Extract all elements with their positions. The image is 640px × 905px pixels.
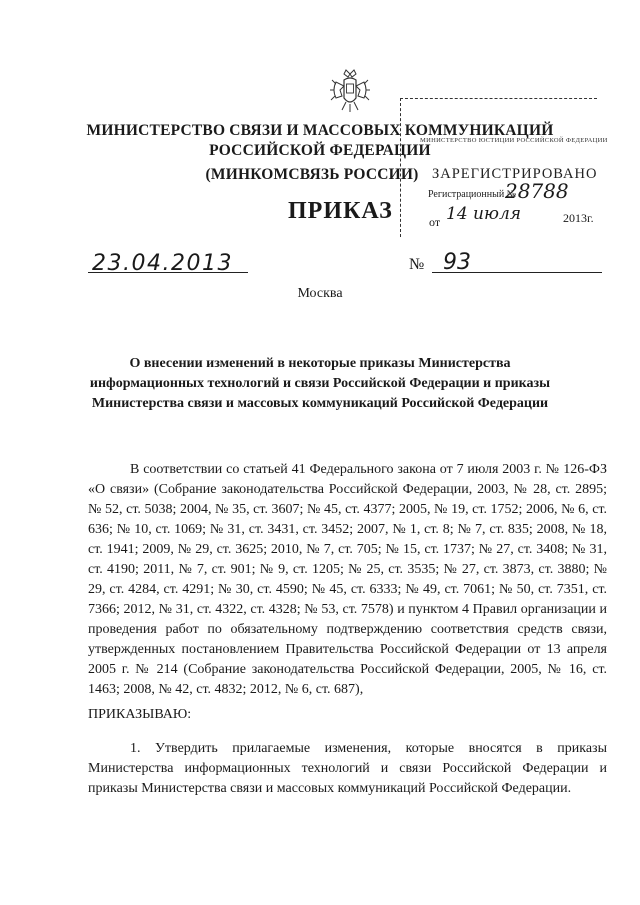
document-date: 23.04.2013 [92,251,233,276]
stamp-reg-number: 28788 [505,179,569,203]
stamp-authority: МИНИСТЕРСТВО ЮСТИЦИИ РОССИЙСКОЙ ФЕДЕРАЦИИ [420,137,608,144]
stamp-date: 14 июля [446,204,522,224]
clause-1: 1. Утвердить прилагаемые изменения, которые вносятся в приказы Министерства информационных технологий и связи Российской Федерации и приказы Министерства связи и массовых коммуникаций Российской Федерации. [88,741,607,796]
stamp-title: ЗАРЕГИСТРИРОВАНО [432,166,598,182]
decree-word: ПРИКАЗЫВАЮ: [88,707,192,722]
stamp-reg-label: Регистрационный № [428,189,517,200]
number-underline [432,272,602,273]
city: Москва [297,286,343,301]
ministry-name-line2: РОССИЙСКОЙ ФЕДЕРАЦИИ [209,142,431,159]
stamp-year: 2013г. [563,211,594,225]
preamble-paragraph: В соответствии со статьей 41 Федерального закона от 7 июля 2003 г. № 126-ФЗ «О связи» (Собрание законодательства Российской Федерации, 2003, № 28, ст. 2895; № 52, ст. 5038; 2004, № 35, ст. 3607; № 45, ст. 4377; 2005, № 19, ст. 1752; 2006, № 6, ст. 636; № 10, ст. 1069; № 31, ст. 3431, ст. 3452; 2007, № 1, ст. 8; № 7, ст. 835; 2008, № 18, ст. 1941; 2009, № 29, ст. 3625; 2010, № 7, ст. 705; № 15, ст. 1737; № 27, ст. 3408; № 31, ст. 4190; 2011, № 7, ст. 901; № 9, ст. 1205; № 25, ст. 3535; № 27, ст. 3873, ст. 3880; № 29, ст. 4284, ст. 4291; № 30, ст. 4590; № 45, ст. 6333; № 49, ст. 7061; № 50, ст. 7351, ст. 7366; 2012, № 31, ст. 4322, ст. 4328; № 53, ст. 7578) и пунктом 4 Правил организации и проведения работ по обязательному подтверждению соответствия средств связи, утвержденных постановлением Правительства Российской Федерации от 13 апреля 2005 г. № 214 (Собрание законодательства Российской Федерации, 2005, № 16, ст. 1463; 2008, № 42, ст. 4832; 2012, № 6, ст. 687), [88,462,607,697]
number-sign: № [409,256,425,273]
ministry-short-name: (МИНКОМСВЯЗЬ РОССИИ) [205,166,419,183]
date-underline [88,272,248,273]
document-heading: О внесении изменений в некоторые приказы Министерства информационных технологий и связи Российской Федерации и приказы Министерства связи и массовых коммуникаций Российской Федерации [89,356,551,411]
document-number: 93 [443,250,471,275]
ministry-name-line1: МИНИСТЕРСТВО СВЯЗИ И МАССОВЫХ КОММУНИКАЦИЙ [86,122,554,139]
coat-of-arms-icon [328,68,372,116]
stamp-date-prefix: от [429,215,441,229]
document-type: ПРИКАЗ [288,198,393,224]
